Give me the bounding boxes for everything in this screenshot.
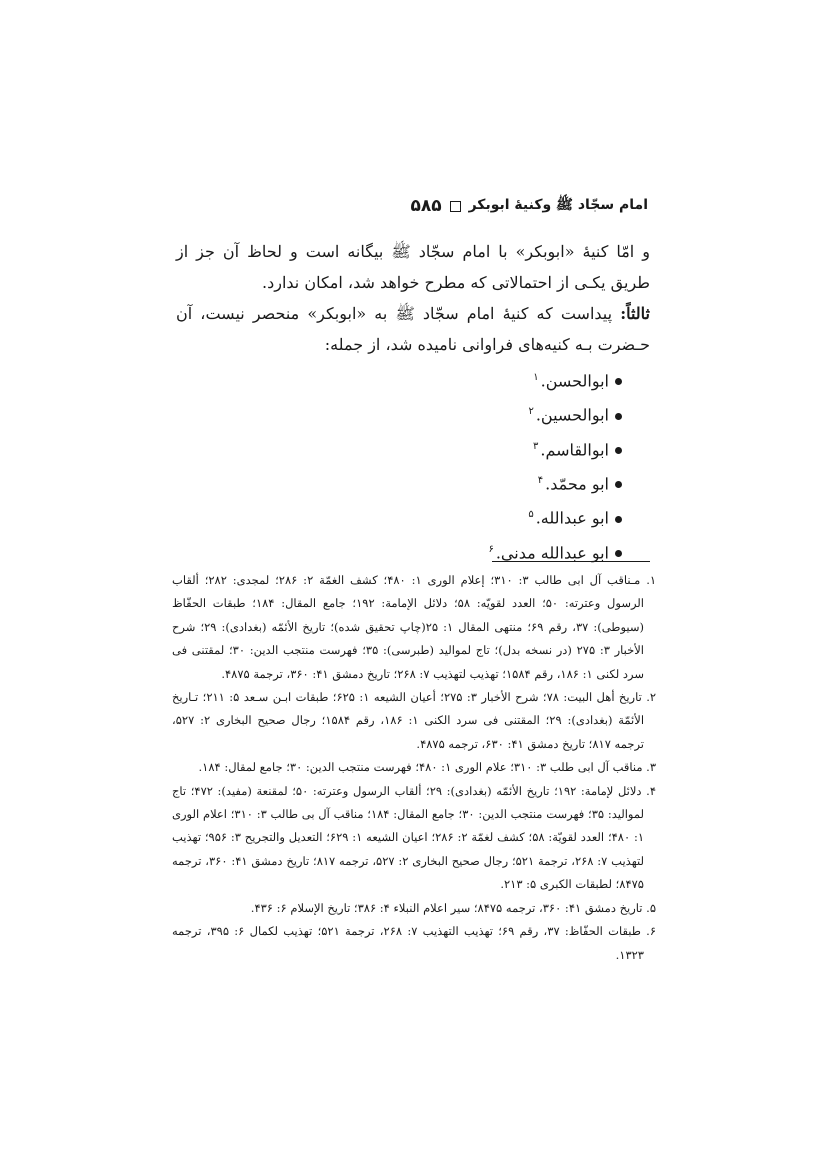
- list-item-text: ابوالحسن.: [540, 371, 609, 391]
- paragraph-2-lead: ثالثاً:: [620, 304, 650, 323]
- main-text: [176, 236, 650, 568]
- footnote-1: ۱. مـناقب آل ابی طالب ۳: ۳۱۰؛ إعلام الوری ۱: ۴۸۰؛ کشف الغمّة ۲: ۲۸۶؛ لمجدی: ۲۸۲؛ ألقاب الرسول وعترته: ۵۰؛ العدد لقویّه: ۵۸؛ دلائل الإمامة: ۱۹۲؛ جامع المقال: ۱۸۴؛ طبقات الحفّاظ (سیوطی): ۳۷، رقم ۶۹؛ منتهی المقال ۱: ۲۵(چاپ تحقیق شده)؛ تاریخ الأئمّه (بغدادی): ۲۹؛ شرح الأخبار ۳: ۲۷۵ (در نسخه بدل)؛ تاج لموالید (طبرسی): ۳۵؛ فهرست منتجب الدین: ۳۰؛ لمقتنی فی سرد لکنی ۱: ۱۸۶، رقم ۱۵۸۴؛ تهذیب لتهذیب ۷: ۲۶۸؛ تاریخ دمشق ۴۱: ۳۶۰، ترجمة ۴۸۷۵.: [172, 573, 657, 681]
- list-item-text: ابو عبدالله.: [535, 508, 609, 528]
- list-item: [176, 465, 622, 499]
- footnote-3: ۳. مناقب آل ابی طلب ۳: ۳۱۰؛ علام الوری ۱: ۴۸۰؛ فهرست منتجب الدین: ۳۰؛ جامع لمقال: ۱۸۴.: [198, 760, 656, 775]
- footnote-divider: [492, 561, 650, 562]
- footnote-6: ۶. طبقات الحفّاظ: ۳۷، رقم ۶۹؛ تهذیب التهذیب ۷: ۲۶۸، ترجمة ۵۲۱؛ تهذیب لکمال ۶: ۳۹۵، ترجمه ۱۳۲۳.: [172, 924, 657, 962]
- paragraph-2-text: پیداست که کنیهٔ امام سجّاد ﷺ به «ابوبکر» منحصر نیست، آن حـضرت بـه کنیه‌های فراوانی نامیده شد، از جمله:: [176, 304, 650, 354]
- footnote-2: ۲. تاریخ أهل البیت: ۷۸؛ شرح الأخبار ۳: ۲۷۵؛ أعیان الشیعه ۱: ۶۲۵؛ طبقات ابـن سـعد ۵: ۲۱۱؛ تـاریخ الأئمّة (بغدادی): ۲۹؛ المقتنی فی سرد الکنی ۱: ۱۸۶، رقم ۱۵۸۴؛ رجال صحیح البخاری ۲: ۵۲۷، ترجمه ۸۱۷؛ تاریخ دمشق ۴۱: ۶۳۰، ترجمه ۴۸۷۵.: [172, 690, 657, 751]
- list-item: [176, 534, 622, 568]
- square-icon: [450, 201, 461, 212]
- running-header: [410, 196, 648, 216]
- footnote-ref: ۱: [533, 372, 539, 383]
- kunya-list: [176, 362, 650, 568]
- footnotes: [172, 569, 656, 967]
- footnote-ref: ۴: [537, 474, 544, 486]
- list-item-text: ابو محمّد.: [545, 474, 609, 494]
- list-item: [176, 362, 622, 396]
- footnote-4: ۴. دلائل لإمامة: ۱۹۲؛ تاریخ الأئمّه (بغدادی): ۲۹؛ ألقاب الرسول وعترته: ۵۰؛ لمقنعة (مفید): ۴۷۲؛ تاج لموالید: ۳۵؛ فهرست منتجب الدین: ۳۰؛ جامع المقال: ۱۸۴؛ مناقب آل بی طالب ۳: ۳۱۰؛ اعلام الوری ۱: ۴۸۰؛ العدد لقویّة: ۵۸؛ کشف لغمّة ۲: ۲۸۶؛ اعیان الشیعه ۱: ۶۲۹؛ التعدیل والتجریح ۳: ۹۵۶؛ تهذیب لتهذیب ۷: ۲۶۸، ترجمة ۵۲۱؛ رجال صحیح البخاری ۲: ۵۲۷، ترجمه ۸۱۷؛ تاریخ دمشق ۴۱: ۳۶۰، ترجمه ۸۴۷۵؛ لطبقات الکبری ۵: ۲۱۳.: [172, 783, 656, 892]
- footnote-ref: ۲: [528, 406, 534, 418]
- footnote-5: ۵. تاریخ دمشق ۴۱: ۳۶۰، ترجمه ۸۴۷۵؛ سیر اعلام النبلاء ۴: ۳۸۶؛ تاریخ الإسلام ۶: ۴۳۶.: [250, 900, 656, 915]
- bullet-icon: [615, 550, 622, 557]
- list-item: [176, 431, 622, 465]
- bullet-icon: [615, 447, 622, 454]
- bullet-icon: [615, 481, 622, 488]
- paragraph-1: و امّا کنیهٔ «ابوبکر» با امام سجّاد ﷺ بیگانه است و لحاظ آن جز از طریق یکـی از احتمالاتی که مطرح خواهد شد، امکان ندارد.: [176, 242, 650, 292]
- list-item: [176, 396, 622, 430]
- bullet-icon: [615, 378, 622, 385]
- bullet-icon: [615, 516, 622, 523]
- list-item-text: ابو عبدالله مدنی.: [495, 542, 609, 562]
- header-title: امام سجّاد ﷺ وکنیهٔ ابوبکر: [468, 197, 648, 213]
- footnote-ref: ۵: [528, 509, 534, 521]
- list-item: [176, 499, 622, 533]
- footnote-ref: ۳: [533, 440, 539, 452]
- footnote-ref: ۶: [488, 543, 494, 555]
- list-item-text: ابوالقاسم.: [540, 439, 609, 459]
- list-item-text: ابوالحسین.: [535, 405, 609, 425]
- page-number: ۵۸۵: [410, 196, 442, 216]
- bullet-icon: [615, 413, 622, 420]
- paragraph-2: [176, 298, 650, 360]
